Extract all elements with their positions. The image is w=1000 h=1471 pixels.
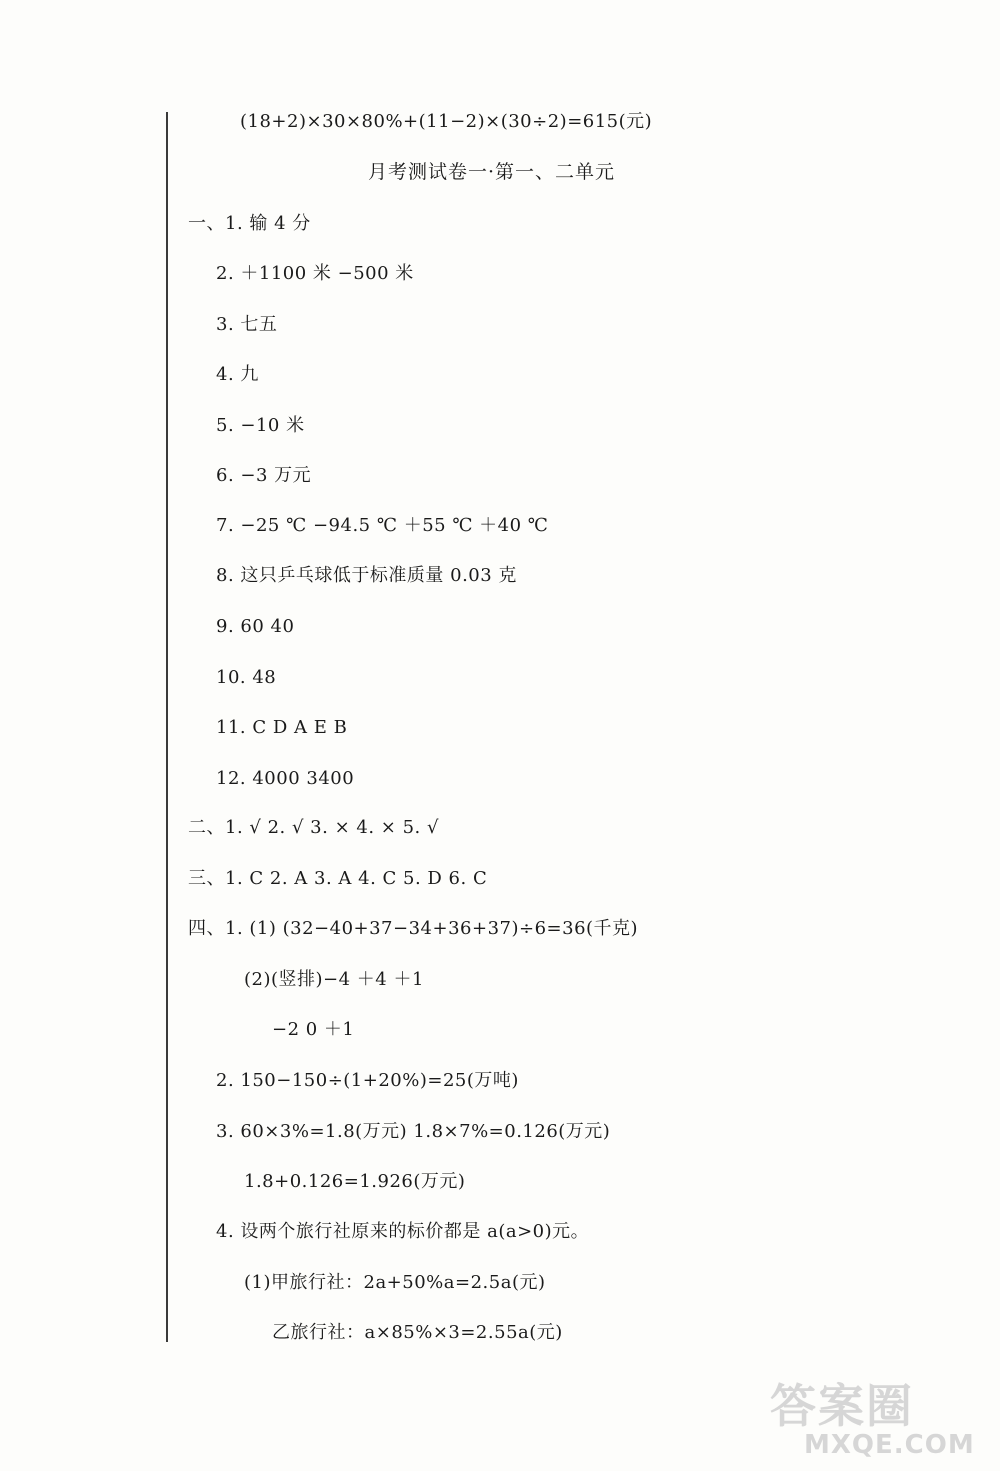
section-4-question-3-line-2: 1.8+0.126=1.926(万元) — [244, 1171, 466, 1192]
section-4-question-1-part-2-row-1: (2)(竖排)−4 ＋4 ＋1 — [244, 969, 424, 990]
section-1-question-10: 10. 48 — [216, 667, 277, 688]
margin-rule — [166, 112, 168, 1342]
section-1-question-4: 4. 九 — [216, 364, 259, 385]
section-1-question-3: 3. 七五 — [216, 314, 278, 335]
section-1-question-9: 9. 60 40 — [216, 616, 295, 637]
watermark-url: MXQE.COM — [804, 1430, 975, 1460]
section-1-question-11: 11. C D A E B — [216, 717, 348, 738]
section-1-question-1: 一、1. 输 4 分 — [188, 213, 311, 234]
section-4-question-4-part-1-line-1: (1)甲旅行社：2a+50%a=2.5a(元) — [244, 1272, 546, 1293]
section-4-question-4-part-1-line-2: 乙旅行社：a×85%×3=2.55a(元) — [272, 1322, 563, 1343]
page-title: 月考测试卷一·第一、二单元 — [368, 161, 616, 183]
section-1-question-8: 8. 这只乒乓球低于标准质量 0.03 克 — [216, 565, 517, 586]
section-4-question-2: 2. 150−150÷(1+20%)=25(万吨) — [216, 1070, 519, 1091]
top-formula: (18+2)×30×80%+(11−2)×(30÷2)=615(元) — [240, 111, 653, 132]
section-4-question-4: 4. 设两个旅行社原来的标价都是 a(a>0)元。 — [216, 1221, 590, 1242]
section-1-question-7: 7. −25 ℃ −94.5 ℃ ＋55 ℃ ＋40 ℃ — [216, 515, 549, 536]
section-4-question-1-part-1: 四、1. (1) (32−40+37−34+36+37)÷6=36(千克) — [188, 918, 639, 939]
section-3-answers: 三、1. C 2. A 3. A 4. C 5. D 6. C — [188, 868, 488, 889]
section-1-question-2: 2. ＋1100 米 −500 米 — [216, 263, 414, 284]
section-4-question-3-line-1: 3. 60×3%=1.8(万元) 1.8×7%=0.126(万元) — [216, 1121, 611, 1142]
section-1-question-6: 6. −3 万元 — [216, 465, 312, 486]
section-4-question-1-part-2-row-2: −2 0 ＋1 — [272, 1019, 355, 1040]
section-2-answers: 二、1. √ 2. √ 3. × 4. × 5. √ — [188, 817, 439, 838]
section-1-question-12: 12. 4000 3400 — [216, 768, 355, 789]
section-1-question-5: 5. −10 米 — [216, 415, 305, 436]
watermark-logo — [770, 1370, 990, 1466]
watermark-brand: 答案圈 — [770, 1379, 914, 1433]
